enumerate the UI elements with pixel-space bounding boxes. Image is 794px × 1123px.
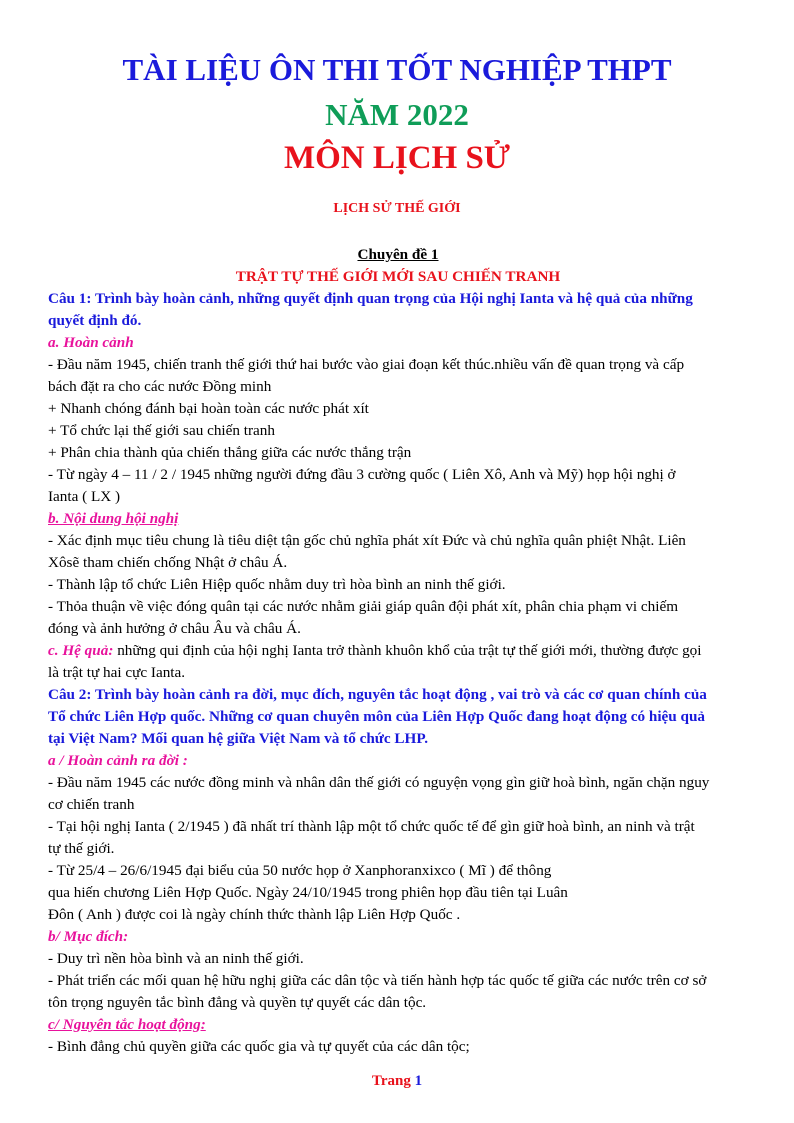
- q1-b-line: - Thỏa thuận về việc đóng quân tại các nước nhằm giải giáp quân đội phát xít, phân chia phạm vi chiếm: [48, 598, 679, 615]
- q1-c-line: là trật tự hai cực Ianta.: [48, 664, 186, 681]
- q2-a-line: Đôn ( Anh ) được coi là ngày chính thức thành lập Liên Hợp Quốc .: [48, 906, 461, 923]
- q2-a-line: - Đầu năm 1945 các nước đồng minh và nhân dân thế giới có nguyện vọng gìn giữ hoà bình, ngăn chặn nguy: [48, 774, 710, 791]
- q1-a-line: + Tổ chức lại thế giới sau chiến tranh: [48, 422, 275, 439]
- q2-a-line: qua hiến chương Liên Hợp Quốc. Ngày 24/10/1945 trong phiên họp đầu tiên tại Luân: [48, 884, 568, 901]
- q1-a-line: - Đầu năm 1945, chiến tranh thế giới thứ hai bước vào giai đoạn kết thúc.nhiều vấn đề quan trọng và cấp: [48, 356, 685, 373]
- q2-b-line: - Duy trì nền hòa bình và an ninh thế giới.: [48, 950, 304, 967]
- chuyen-de-label: Chuyên đề 1: [357, 246, 439, 263]
- page-footer: [0, 1073, 794, 1090]
- q2-section-b-title: b/ Mục đích:: [48, 928, 129, 945]
- question-2-line-3: tại Việt Nam? Mối quan hệ giữa Việt Nam và tổ chức LHP.: [48, 730, 429, 747]
- q1-b-line: - Xác định mục tiêu chung là tiêu diệt tận gốc chủ nghĩa phát xít Đức và chủ nghĩa quân phiệt Nhật. Liên: [48, 532, 686, 549]
- q2-b-line: - Phát triển các mối quan hệ hữu nghị giữa các dân tộc và tiến hành hợp tác quốc tế giữa các nước trên cơ sở: [48, 972, 707, 989]
- q1-a-line: - Từ ngày 4 – 11 / 2 / 1945 những người đứng đầu 3 cường quốc ( Liên Xô, Anh và Mỹ) họp hội nghị ở: [48, 466, 676, 483]
- q1-section-c: [48, 640, 748, 662]
- q2-a-line: cơ chiến tranh: [48, 796, 135, 813]
- q1-a-line: + Nhanh chóng đánh bại hoàn toàn các nước phát xít: [48, 400, 369, 417]
- page-label: Trang: [371, 1073, 411, 1089]
- q1-a-line: Ianta ( LX ): [48, 488, 121, 505]
- q2-section-c-title: c/ Nguyên tắc hoạt động:: [48, 1016, 206, 1033]
- q2-a-line: - Từ 25/4 – 26/6/1945 đại biểu của 50 nước họp ở Xanphoranxixco ( Mĩ ) để thông: [48, 862, 552, 879]
- question-2-line-1: Câu 2: Trình bày hoàn cảnh ra đời, mục đích, nguyên tắc hoạt động , vai trò và các cơ quan chính của: [48, 686, 707, 703]
- q2-a-line: - Tại hội nghị Ianta ( 2/1945 ) đã nhất trí thành lập một tổ chức quốc tế để gìn giữ hoà bình, an ninh và trật: [48, 818, 695, 835]
- main-title: TÀI LIỆU ÔN THI TỐT NGHIỆP THPT: [122, 52, 672, 87]
- q2-section-a-title: a / Hoàn cảnh ra đời :: [48, 752, 188, 769]
- q1-section-c-title: c. Hệ quả:: [48, 642, 114, 659]
- subject-title: MÔN LỊCH SỬ: [283, 140, 511, 176]
- q1-section-a-title: a. Hoàn cảnh: [48, 334, 134, 351]
- question-1-line-2: quyết định đó.: [48, 312, 142, 329]
- q1-c-text: những qui định của hội nghị Ianta trở thành khuôn khổ của trật tự thế giới mới, thường được gọi: [113, 642, 702, 659]
- q1-a-line: + Phân chia thành qủa chiến thắng giữa các nước thắng trận: [48, 444, 412, 461]
- q1-b-line: đóng và ảnh hưởng ở châu Âu và châu Á.: [48, 620, 301, 637]
- q1-section-b-title: b. Nội dung hội nghị: [48, 510, 179, 527]
- document-body: [48, 244, 748, 1058]
- question-2-line-2: Tổ chức Liên Hợp quốc. Những cơ quan chuyên môn của Liên Hợp Quốc đang hoạt động có hiệu quả: [48, 708, 706, 725]
- q1-a-line: bách đặt ra cho các nước Đồng minh: [48, 378, 272, 395]
- q2-a-line: tự thế giới.: [48, 840, 115, 857]
- q2-b-line: tôn trọng nguyên tắc bình đẳng và quyền tự quyết các dân tộc.: [48, 994, 427, 1011]
- q1-b-line: Xôsẽ tham chiến chống Nhật ở châu Á.: [48, 554, 288, 571]
- q2-c-line: - Bình đẳng chủ quyền giữa các quốc gia và tự quyết của các dân tộc;: [48, 1038, 470, 1055]
- page-number: 1: [414, 1073, 423, 1089]
- year-title: NĂM 2022: [325, 97, 469, 132]
- chuyen-de-title: TRẬT TỰ THẾ GIỚI MỚI SAU CHIẾN TRANH: [235, 268, 561, 285]
- question-1-line-1: Câu 1: Trình bày hoàn cảnh, những quyết định quan trọng của Hội nghị Ianta và hệ quả của những: [48, 290, 693, 307]
- q1-b-line: - Thành lập tổ chức Liên Hiệp quốc nhằm duy trì hòa bình an ninh thế giới.: [48, 576, 506, 593]
- section-subtitle: LỊCH SỬ THẾ GIỚI: [333, 201, 461, 216]
